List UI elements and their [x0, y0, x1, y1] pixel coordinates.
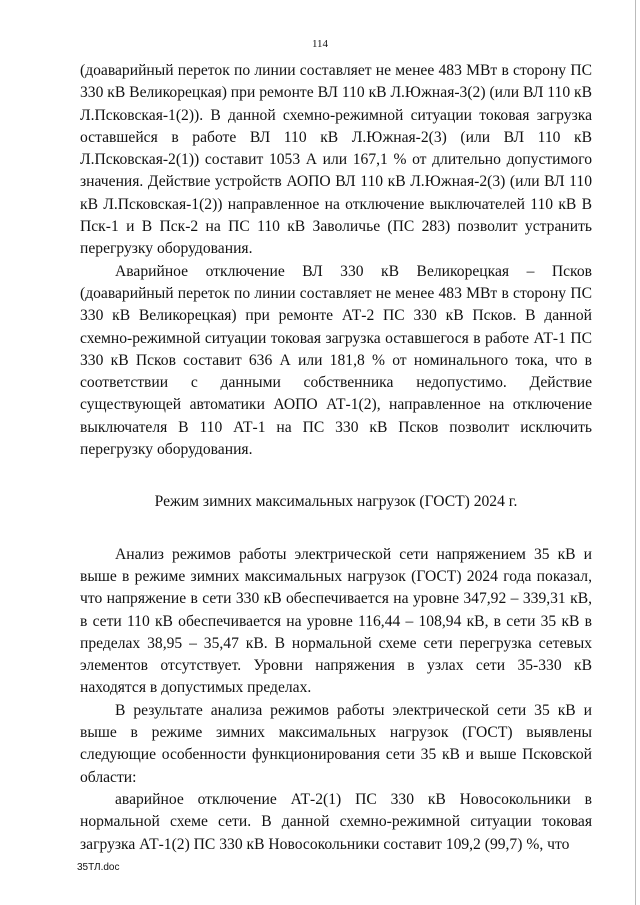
paragraph-novosokolniki: аварийное отключение АТ-2(1) ПС 330 кВ Новосокольники в нормальной схеме сети. В данной схемно-режимной ситуации токовая загрузка АТ-1(2) ПС 330 кВ Новосокольники составит 109,2 (99,7) %, что [80, 790, 592, 853]
paragraph-regime-analysis: Анализ режимов работы электрической сети напряжением 35 кВ и выше в режиме зимних максимальных нагрузок (ГОСТ) 2024 года показал, что напряжение в сети 330 кВ обеспечивается на уровне 347,92 – 339,31 кВ, в сети 110 кВ обеспечивается на уровне 116,44 – 108,94 кВ, в сети 35 кВ в пределах 38,95 – 35,47 кВ. В нормальной схеме сети перегрузка сетевых элементов отсутствует. Уровни напряжения в узлах сети 35-330 кВ находятся в допустимых пределах. [80, 545, 592, 697]
footer-filename: 35ТЛ.doc [77, 862, 120, 873]
section-heading: Режим зимних максимальных нагрузок (ГОСТ) 2024 г. [154, 493, 518, 511]
paragraph-emergency-shutdown-velikoretskaya: Аварийное отключение ВЛ 330 кВ Великорецкая – Псков (доаварийный переток по линии составляет не менее 483 МВт в сторону ПС 330 кВ Великорецкая) при ремонте АТ-2 ПС 330 кВ Псков. В данной схемно-режимной ситуации токовая загрузка оставшегося в работе АТ-1 ПС 330 кВ Псков составит 636 А или 181,8 % от номинального тока, что в соответствии с данными собственника недопустимо. Действие существующей автоматики АОПО АТ-1(2), направленное на отключение выключателя В 110 АТ-1 на ПС 330 кВ Псков позволит исключить перегрузку оборудования. [80, 262, 592, 459]
paragraph-analysis-results: В результате анализа режимов работы электрической сети 35 кВ и выше в режиме зимних максимальных нагрузок (ГОСТ) выявлены следующие особенности функционирования сети 35 кВ и выше Псковской области: [80, 701, 592, 786]
scan-edge-line [635, 0, 636, 905]
paragraph-continuation: (доаварийный переток по линии составляет не менее 483 МВт в сторону ПС 330 кВ Великорецкая) при ремонте ВЛ 110 кВ Л.Южная-3(2) (или ВЛ 110 кВ Л.Псковская-1(2)). В данной схемно-режимной ситуации токовая загрузка оставшейся в работе ВЛ 110 кВ Л.Южная-2(3) (или ВЛ 110 кВ Л.Псковская-2(1)) составит 1053 А или 167,1 % от длительно допустимого значения. Действие устройств АОПО ВЛ 110 кВ Л.Южная-2(3) (или ВЛ 110 кВ Л.Псковская-1(2)) направленное на отключение выключателей 110 кВ В Пск-1 и В Пск-2 на ПС 110 кВ Заволичье (ПС 283) позволит устранить перегрузку оборудования. [80, 62, 592, 258]
document-body [80, 60, 592, 856]
page-number: 114 [311, 38, 329, 50]
